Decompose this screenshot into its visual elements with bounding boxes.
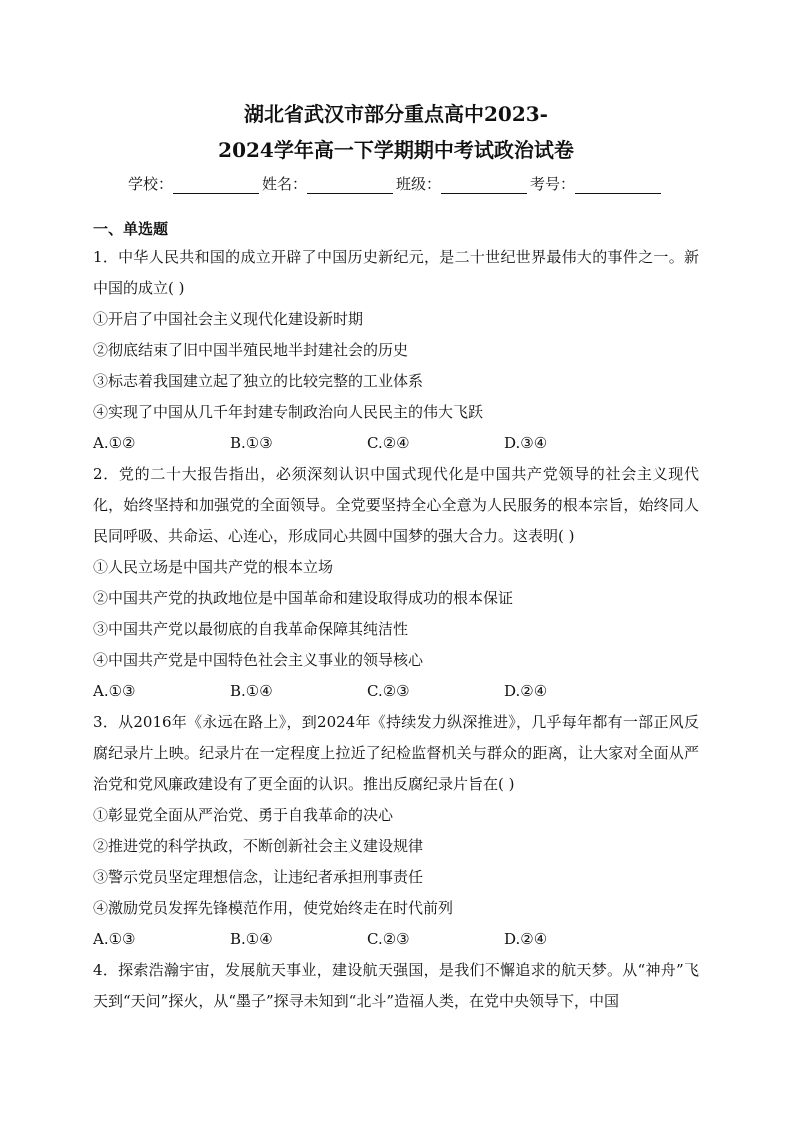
statement: ②推进党的科学执政，不断创新社会主义建设规律 [93, 837, 424, 855]
choice-a[interactable]: A.①③ [93, 682, 136, 700]
school-label: 学校： [127, 175, 173, 193]
choice-c[interactable]: C.②③ [367, 930, 410, 948]
exam-title [93, 0, 699, 166]
statement: ③中国共产党以最彻底的自我革命保障其纯洁性 [93, 620, 409, 638]
question-2 [93, 459, 699, 707]
class-field [396, 173, 530, 194]
question-stem: 2．党的二十大报告指出，必须深刻认识中国式现代化是中国共产党领导的社会主义现代化，始终坚持和加强党的全面领导。全党要坚持全心全意为人民服务的根本宗旨，始终同人民同呼吸、共命运、心连心，形成同心共圆中国梦的强大合力。这表明( ) [93, 465, 699, 545]
choice-a[interactable]: A.①③ [93, 930, 136, 948]
exam-number-label: 考号： [530, 175, 576, 193]
question-4 [93, 955, 699, 1017]
statement: ①彰显党全面从严治党、勇于自我革命的决心 [93, 806, 394, 824]
statement: ③标志着我国建立起了独立的比较完整的工业体系 [93, 372, 424, 390]
school-field [128, 173, 262, 194]
student-info-line [93, 170, 699, 194]
class-label: 班级： [396, 175, 442, 193]
choice-b[interactable]: B.①③ [230, 434, 273, 452]
school-blank[interactable] [173, 176, 259, 194]
name-blank[interactable] [307, 176, 393, 194]
question-stem: 4．探索浩瀚宇宙，发展航天事业，建设航天强国，是我们不懈追求的航天梦。从“神舟”飞天到“天问”探火，从“墨子”探寻未知到“北斗”造福人类，在党中央领导下，中国 [93, 961, 699, 1010]
title-line-1: 湖北省武汉市部分重点高中2023- [244, 102, 548, 126]
statement: ④激励党员发挥先锋模范作用，使党始终走在时代前列 [93, 899, 454, 917]
choice-c[interactable]: C.②③ [367, 682, 410, 700]
statement: ④中国共产党是中国特色社会主义事业的领导核心 [93, 651, 424, 669]
choice-d[interactable]: D.②④ [504, 930, 548, 948]
choice-b[interactable]: B.①④ [230, 682, 273, 700]
choice-row [93, 676, 699, 707]
statement: ④实现了中国从几千年封建专制政治向人民民主的伟大飞跃 [93, 403, 484, 421]
statement: ①人民立场是中国共产党的根本立场 [93, 558, 334, 576]
exam-number-field [530, 173, 664, 194]
choice-c[interactable]: C.②④ [367, 434, 410, 452]
choice-d[interactable]: D.③④ [504, 434, 548, 452]
title-line-2: 2024学年高一下学期期中考试政治试卷 [218, 138, 574, 162]
question-stem: 1．中华人民共和国的成立开辟了中国历史新纪元，是二十世纪世界最伟大的事件之一。新中国的成立( ) [93, 248, 699, 297]
exam-number-blank[interactable] [575, 176, 661, 194]
choice-b[interactable]: B.①④ [230, 930, 273, 948]
class-blank[interactable] [441, 176, 527, 194]
statement: ①开启了中国社会主义现代化建设新时期 [93, 310, 364, 328]
name-field [262, 173, 396, 194]
choice-a[interactable]: A.①② [93, 434, 136, 452]
question-3 [93, 707, 699, 955]
statement: ③警示党员坚定理想信念，让违纪者承担刑事责任 [93, 868, 424, 886]
section-heading: 一、单选题 [93, 220, 169, 238]
name-label: 姓名： [261, 175, 307, 193]
statement: ②中国共产党的执政地位是中国革命和建设取得成功的根本保证 [93, 589, 514, 607]
choice-d[interactable]: D.②④ [504, 682, 548, 700]
statement: ②彻底结束了旧中国半殖民地半封建社会的历史 [93, 341, 409, 359]
question-1 [93, 242, 699, 459]
choice-row [93, 924, 699, 955]
choice-row [93, 428, 699, 459]
question-stem: 3．从2016年《永远在路上》，到2024年《持续发力纵深推进》，几乎每年都有一部正风反腐纪录片上映。纪录片在一定程度上拉近了纪检监督机关与群众的距离，让大家对全面从严治党和党风廉政建设有了更全面的认识。推出反腐纪录片旨在( ) [93, 713, 699, 793]
